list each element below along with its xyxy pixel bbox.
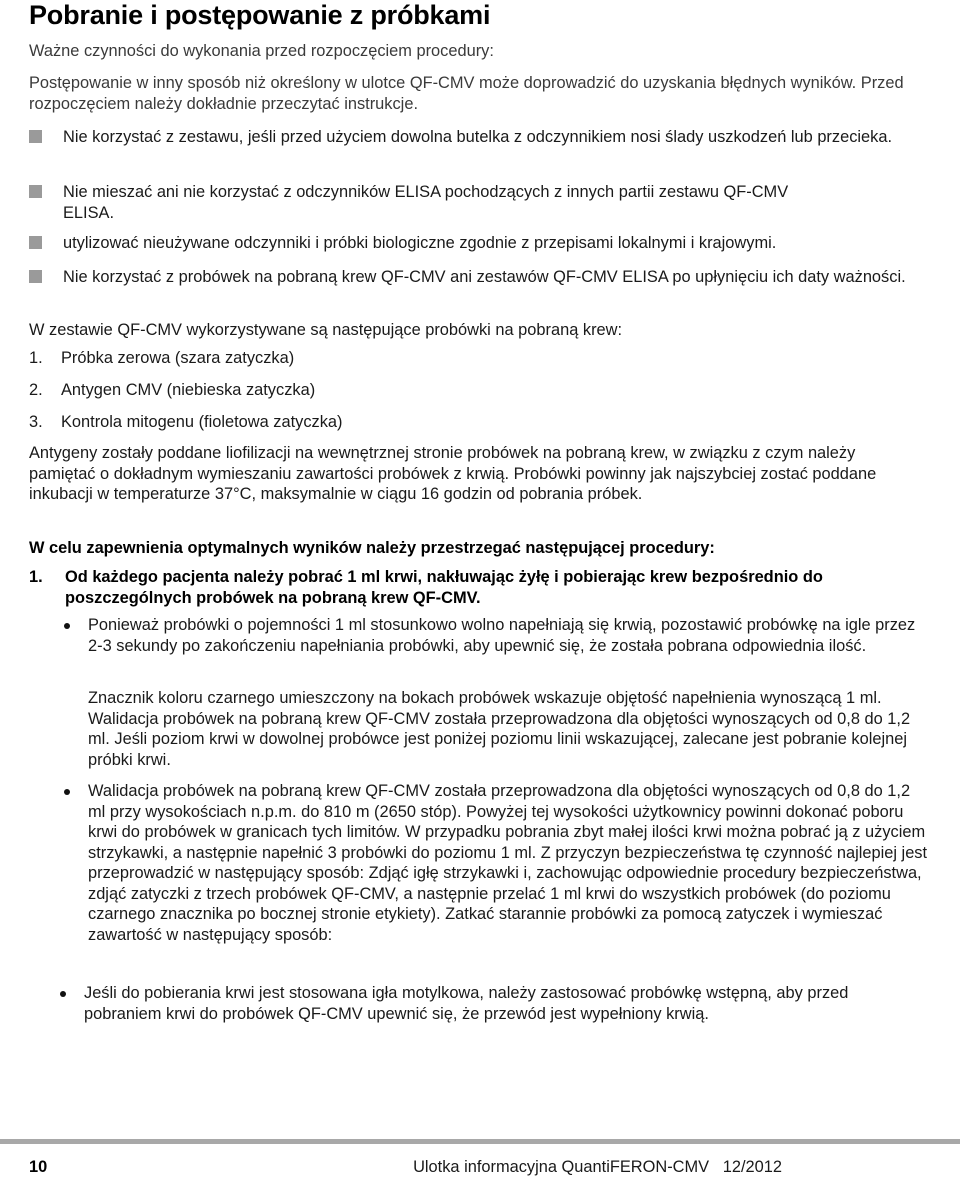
step-number: 1. <box>29 568 43 586</box>
tube-number: 2. <box>29 381 43 399</box>
bullet-icon <box>64 789 70 795</box>
list-item-text: Nie mieszać ani nie korzystać z odczynników ELISA pochodzących z innych partii zestawu QF-CMV ELISA. <box>63 183 789 222</box>
tube-label: Antygen CMV (niebieska zatyczka) <box>61 381 316 399</box>
square-bullet-icon <box>29 130 42 143</box>
tube-number: 1. <box>29 349 43 367</box>
list-item-text: utylizować nieużywane odczynniki i próbki biologiczne zgodnie z przepisami lokalnymi i krajowymi. <box>63 234 777 252</box>
tube-number: 3. <box>29 413 43 431</box>
bullet-item <box>64 615 930 656</box>
list-item <box>29 182 929 223</box>
antigen-paragraph: Antygeny zostały poddane liofilizacji na wewnętrznej stronie probówek na pobraną krew, w związku z czym należy pamiętać o dokładnym wymieszaniu zawartości probówek z krwią. Probówki powinny jak najszybciej zostać poddane inkubacji w temperaturze 37°C, maksymalnie w ciągu 16 godzin od pobrania próbek. <box>29 444 877 503</box>
tubes-intro: W zestawie QF-CMV wykorzystywane są następujące probówki na pobraną krew: <box>29 321 623 339</box>
bullet-text: Ponieważ probówki o pojemności 1 ml stosunkowo wolno napełniają się krwią, pozostawić probówkę na igle przez 2-3 sekundy po zakończeniu napełniania probówki, aby upewnić się, że została pobrana odpowiednia ilość. <box>88 616 916 655</box>
square-bullet-icon <box>29 270 42 283</box>
tube-label: Kontrola mitogenu (fioletowa zatyczka) <box>61 413 343 431</box>
list-item-text: Nie korzystać z zestawu, jeśli przed użyciem dowolna butelka z odczynnikiem nosi ślady uszkodzeń lub przecieka. <box>63 128 893 146</box>
bullet-item <box>60 983 926 1024</box>
bullet-icon <box>64 623 70 629</box>
list-item-text: Nie korzystać z probówek na pobraną krew QF-CMV ani zestawów QF-CMV ELISA po upłynięciu ich daty ważności. <box>63 268 906 286</box>
intro-warning: Postępowanie w inny sposób niż określony w ulotce QF-CMV może doprowadzić do uzyskania błędnych wyników. Przed rozpoczęciem należy dokładnie przeczytać instrukcje. <box>29 74 904 113</box>
tube-item <box>29 380 315 401</box>
square-bullet-icon <box>29 236 42 249</box>
note-paragraph: Znacznik koloru czarnego umieszczony na bokach probówek wskazuje objętość napełnienia wynoszącą 1 ml. Walidacja probówek na pobraną krew QF-CMV została przeprowadzona dla objętości wynoszących od 0,8 do 1,2 ml. Jeśli poziom krwi w dowolnej probówce jest poniżej poziomu linii wskazującej, zalecane jest pobranie kolejnej próbki krwi. <box>88 689 911 769</box>
page-number: 10 <box>29 1158 48 1176</box>
tube-label: Próbka zerowa (szara zatyczka) <box>61 349 295 367</box>
step-text: Od każdego pacjenta należy pobrać 1 ml krwi, nakłuwając żyłę i pobierając krew bezpośrednio do poszczególnych probówek na pobraną krew QF-CMV. <box>65 568 823 607</box>
procedure-heading: W celu zapewnienia optymalnych wyników należy przestrzegać następującej procedury: <box>29 539 715 557</box>
bullet-text: Walidacja probówek na pobraną krew QF-CMV została przeprowadzona dla objętości wynoszących od 0,8 do 1,2 ml przy wysokościach n.p.m. do 810 m (2650 stóp). Powyżej tej wysokości użytkownicy powinni dokonać poboru krwi do probówek w granicach tych limitów. W przypadku pobrania zbyt małej ilości krwi można pobrać ją z użyciem strzykawki, a następnie napełnić 3 probówki do poziomu 1 ml. Z przyczyn bezpieczeństwa tę czynność najlepiej jest przeprowadzić w następujący sposób: Zdjąć igłę strzykawki i, zachowując odpowiednie procedury bezpieczeństwa, zdjąć zatyczki z trzech probówek QF-CMV, a następnie przelać 1 ml krwi do wszystkich probówek (do poziomu czarnego znacznika po bocznej stronie etykiety). Zatkać starannie probówki za pomocą zatyczek i wymieszać zawartość w następujący sposób: <box>88 782 928 944</box>
intro-heading: Ważne czynności do wykonania przed rozpoczęciem procedury: <box>29 42 494 60</box>
page-title: Pobranie i postępowanie z próbkami <box>29 0 491 30</box>
list-item <box>29 267 929 288</box>
bullet-text: Jeśli do pobierania krwi jest stosowana igła motylkowa, należy zastosować probówkę wstępną, aby przed pobraniem krwi do probówek QF-CMV upewnić się, że przewód jest wypełniony krwią. <box>84 984 849 1023</box>
square-bullet-icon <box>29 185 42 198</box>
footer-divider <box>0 1139 960 1144</box>
list-item <box>29 233 929 254</box>
tube-item <box>29 348 294 369</box>
procedure-step <box>29 567 919 608</box>
list-item <box>29 127 929 148</box>
bullet-icon <box>60 991 66 997</box>
bullet-item <box>64 781 930 945</box>
tube-item <box>29 412 343 433</box>
footer-title: Ulotka informacyjna QuantiFERON-CMV 12/2012 <box>413 1158 782 1176</box>
